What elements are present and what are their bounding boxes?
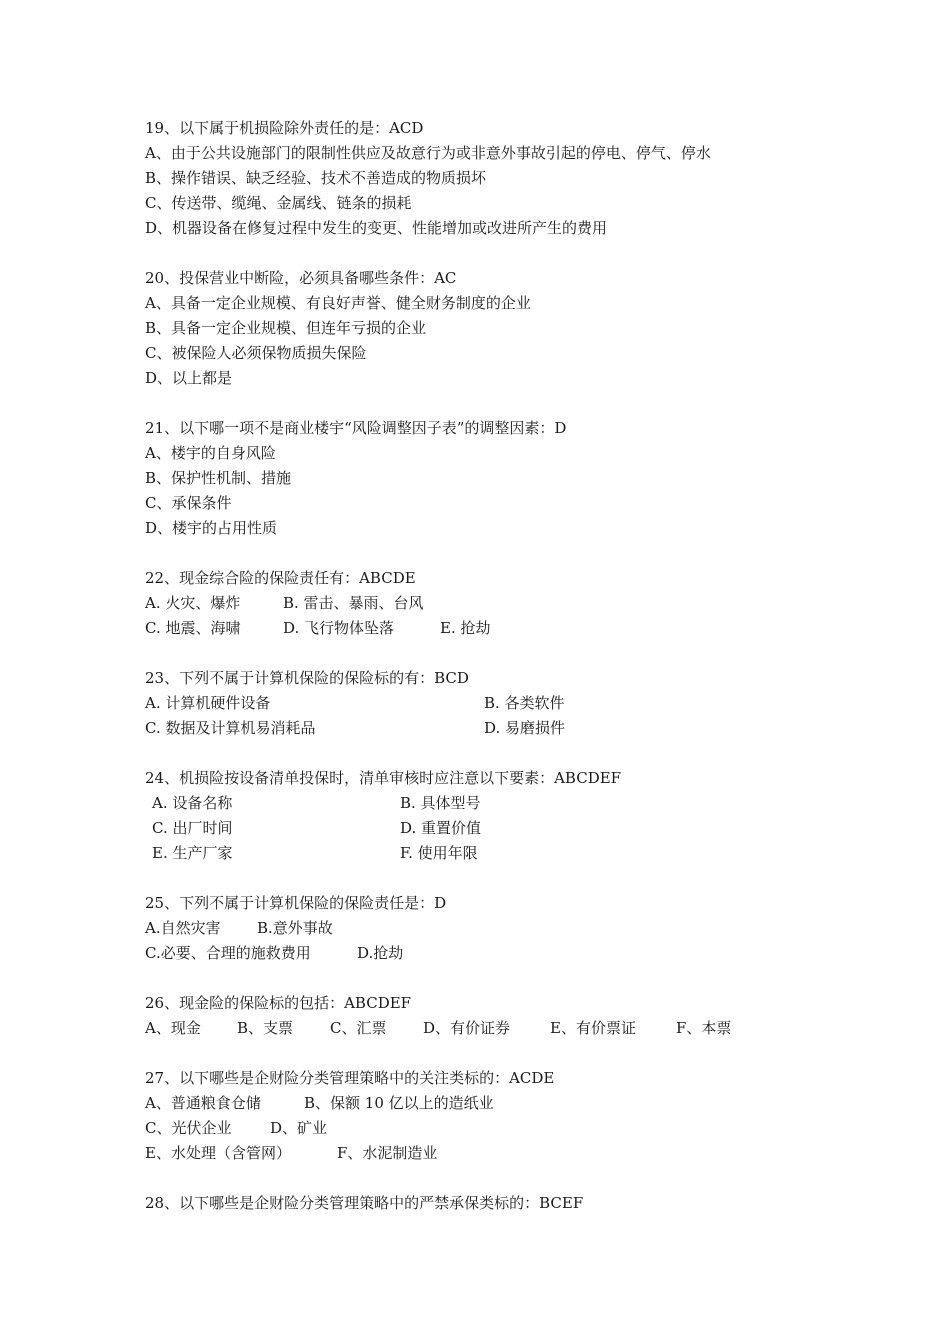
- question-27: [145, 1066, 845, 1166]
- question-title: 19、以下属于机损险除外责任的是：ACD: [145, 119, 424, 137]
- option-item: F、水泥制造业: [337, 1144, 438, 1162]
- option-item: F. 使用年限: [400, 844, 478, 862]
- question-title: 20、投保营业中断险，必须具备哪些条件：AC: [145, 269, 457, 287]
- option-item: E、水处理（含管网）: [145, 1144, 291, 1162]
- option-item: B. 各类软件: [484, 694, 565, 712]
- option-line: D、机器设备在修复过程中发生的变更、性能增加或改进所产生的费用: [145, 219, 608, 237]
- option-item: D. 易磨损件: [484, 719, 566, 737]
- option-item: A. 计算机硬件设备: [145, 694, 271, 712]
- option-item: A、现金: [145, 1019, 201, 1037]
- option-item: D. 重置价值: [400, 819, 482, 837]
- option-row: [145, 716, 845, 741]
- option-item: E. 生产厂家: [152, 844, 233, 862]
- option-line: C、被保险人必须保物质损失保险: [145, 344, 367, 362]
- option-row: [145, 841, 845, 866]
- option-line: B、保护性机制、措施: [145, 469, 292, 487]
- option-line: D、楼宇的占用性质: [145, 519, 278, 537]
- option-item: D、有价证券: [423, 1019, 511, 1037]
- question-title: 26、现金险的保险标的包括：ABCDEF: [145, 994, 412, 1012]
- option-item: B、支票: [237, 1019, 294, 1037]
- question-28: [145, 1191, 845, 1216]
- option-row: [145, 941, 845, 966]
- document-page: [145, 116, 845, 1216]
- option-item: B. 具体型号: [400, 794, 481, 812]
- option-row: [145, 691, 845, 716]
- option-item: D.抢劫: [357, 944, 404, 962]
- question-24: [145, 766, 845, 866]
- option-row: [145, 616, 845, 641]
- option-item: F、本票: [676, 1019, 732, 1037]
- question-20: [145, 266, 845, 391]
- option-row: [145, 791, 845, 816]
- option-item: B. 雷击、暴雨、台风: [283, 594, 424, 612]
- question-title: 25、下列不属于计算机保险的保险责任是：D: [145, 894, 447, 912]
- option-item: C. 地震、海啸: [145, 619, 241, 637]
- question-22: [145, 566, 845, 641]
- option-item: C、光伏企业: [145, 1119, 232, 1137]
- option-row: [145, 1116, 845, 1141]
- question-title: 23、下列不属于计算机保险的保险标的有：BCD: [145, 669, 469, 687]
- question-title: 27、以下哪些是企财险分类管理策略中的关注类标的：ACDE: [145, 1069, 555, 1087]
- option-item: A. 火灾、爆炸: [145, 594, 241, 612]
- option-line: B、操作错误、缺乏经验、技术不善造成的物质损坏: [145, 169, 487, 187]
- option-row: [145, 1141, 845, 1166]
- option-row: [145, 1016, 845, 1041]
- option-item: B、保额 10 亿以上的造纸业: [304, 1094, 494, 1112]
- option-item: A.自然灾害: [145, 919, 221, 937]
- option-line: A、由于公共设施部门的限制性供应及故意行为或非意外事故引起的停电、停气、停水: [145, 144, 711, 162]
- question-21: [145, 416, 845, 541]
- option-row: [145, 591, 845, 616]
- option-item: C.必要、合理的施救费用: [145, 944, 311, 962]
- question-title: 28、以下哪些是企财险分类管理策略中的严禁承保类标的：BCEF: [145, 1194, 584, 1212]
- question-25: [145, 891, 845, 966]
- option-line: C、承保条件: [145, 494, 232, 512]
- option-item: A. 设备名称: [152, 794, 233, 812]
- question-title: 24、机损险按设备清单投保时，清单审核时应注意以下要素：ABCDEF: [145, 769, 622, 787]
- option-item: C. 数据及计算机易消耗品: [145, 719, 316, 737]
- question-title: 22、现金综合险的保险责任有：ABCDE: [145, 569, 416, 587]
- question-title: 21、以下哪一项不是商业楼宇“风险调整因子表”的调整因素：D: [145, 419, 567, 437]
- option-row: [145, 1091, 845, 1116]
- option-line: C、传送带、缆绳、金属线、链条的损耗: [145, 194, 412, 212]
- question-26: [145, 991, 845, 1041]
- option-item: E、有价票证: [550, 1019, 636, 1037]
- option-item: E. 抢劫: [440, 619, 491, 637]
- question-23: [145, 666, 845, 741]
- option-item: D. 飞行物体坠落: [283, 619, 395, 637]
- option-item: D、矿业: [270, 1119, 328, 1137]
- option-line: D、以上都是: [145, 369, 233, 387]
- option-line: A、楼宇的自身风险: [145, 444, 276, 462]
- option-row: [145, 816, 845, 841]
- option-item: B.意外事故: [257, 919, 333, 937]
- option-line: B、具备一定企业规模、但连年亏损的企业: [145, 319, 427, 337]
- question-19: [145, 116, 845, 241]
- option-line: A、具备一定企业规模、有良好声誉、健全财务制度的企业: [145, 294, 531, 312]
- option-item: A、普通粮食仓储: [145, 1094, 261, 1112]
- option-item: C. 出厂时间: [152, 819, 233, 837]
- option-item: C、汇票: [330, 1019, 387, 1037]
- option-row: [145, 916, 845, 941]
